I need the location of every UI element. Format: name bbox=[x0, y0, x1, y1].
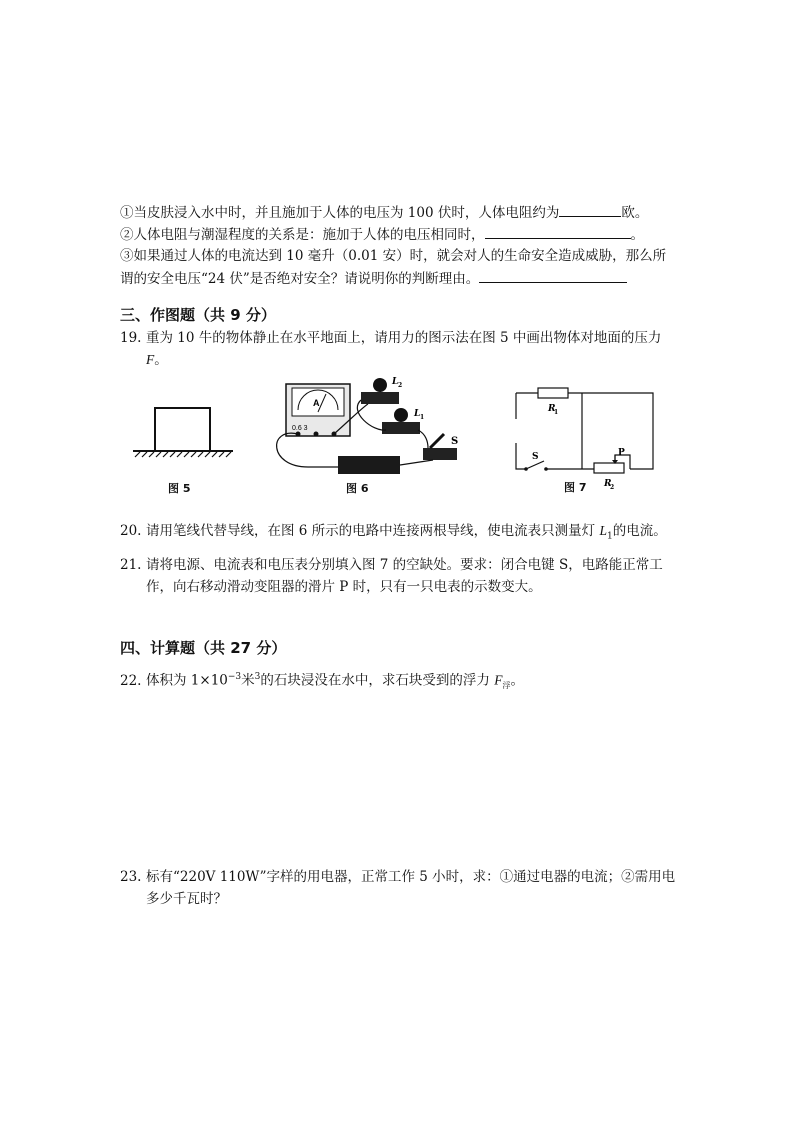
q18-line-1 bbox=[120, 202, 680, 223]
svg-text:R: R bbox=[548, 404, 556, 414]
section-3-heading: 三、作图题（共 9 分） bbox=[120, 306, 276, 324]
svg-text:2: 2 bbox=[398, 382, 403, 389]
q23-line-1: 标有“220V 110W”字样的用电器，正常工作 5 小时，求：①通过电器的电流；②需用电 bbox=[146, 869, 676, 885]
q21-line-2: 作，向右移动滑动变阻器的滑片 P 时，只有一只电表的示数变大。 bbox=[146, 579, 542, 595]
q19-tail: 。 bbox=[154, 352, 168, 368]
q18-line-4 bbox=[120, 268, 680, 289]
q22-unit: 米 bbox=[241, 672, 255, 689]
question-19 bbox=[120, 327, 680, 371]
q18-line-3: ③如果通过人体的电流达到 10 毫升（0.01 安）时，就会对人的生命安全造成威胁，那么所 bbox=[120, 248, 667, 264]
svg-text:L: L bbox=[392, 377, 399, 387]
answer-blank-2[interactable] bbox=[485, 224, 631, 239]
q18-item1-text: ①当皮肤浸入水中时，并且施加于人体的电压为 100 伏时，人体电阻约为 bbox=[120, 205, 560, 221]
battery bbox=[338, 456, 400, 474]
svg-text:P: P bbox=[618, 448, 625, 458]
svg-text:S: S bbox=[532, 452, 539, 462]
resistor-r1 bbox=[538, 388, 568, 398]
figure-7-caption: 图 7 bbox=[564, 481, 587, 494]
lamp-l1 bbox=[382, 408, 424, 434]
svg-text:1: 1 bbox=[420, 414, 425, 421]
q22-number: 22. bbox=[120, 672, 142, 689]
q23-number: 23. bbox=[120, 869, 142, 885]
question-20 bbox=[120, 520, 680, 548]
q20-number: 20. bbox=[120, 523, 142, 539]
svg-text:L: L bbox=[414, 409, 421, 419]
figure-5 bbox=[130, 398, 236, 498]
q20-lamp-var: L bbox=[599, 523, 607, 538]
q22-force-var: F bbox=[494, 672, 503, 688]
lamp-l2 bbox=[361, 377, 402, 404]
ground-hatching bbox=[135, 452, 231, 457]
q20-tail: 的电流。 bbox=[612, 523, 667, 539]
q20-text: 请用笔线代替导线，在图 6 所示的电路中连接两根导线，使电流表只测量灯 bbox=[146, 523, 600, 539]
switch-s7 bbox=[524, 452, 548, 471]
q22-force-sub: 浮 bbox=[502, 681, 511, 691]
figure-6 bbox=[268, 372, 468, 500]
figure-5-caption: 图 5 bbox=[168, 482, 191, 495]
q18-item2-text: ②人体电阻与潮湿程度的关系是：施加于人体的电压相同时， bbox=[120, 227, 485, 243]
q19-force-var: F bbox=[146, 352, 155, 367]
svg-text:S: S bbox=[451, 436, 459, 447]
q18-item3-text: 谓的安全电压“24 伏”是否绝对安全？请说明你的判断理由。 bbox=[120, 271, 480, 287]
q20-lamp-sub: 1 bbox=[606, 531, 613, 542]
block-object bbox=[155, 408, 210, 451]
q22-unit-exponent: 3 bbox=[254, 672, 261, 682]
question-23 bbox=[120, 866, 680, 910]
q21-number: 21. bbox=[120, 557, 142, 573]
q18-item2-tail: 。 bbox=[630, 227, 644, 243]
question-22 bbox=[120, 666, 680, 697]
section-4-heading: 四、计算题（共 27 分） bbox=[120, 639, 287, 657]
q21-line-1: 请将电源、电流表和电压表分别填入图 7 的空缺处。要求：闭合电键 S，电路能正常工 bbox=[146, 557, 663, 573]
figure-7 bbox=[508, 383, 658, 495]
rheostat-r2 bbox=[594, 448, 625, 491]
q18-item1-tail: 欧。 bbox=[621, 205, 649, 221]
q19-text: 重为 10 牛的物体静止在水平地面上，请用力的图示法在图 5 中画出物体对地面的压力 bbox=[146, 330, 662, 346]
q18-line-2 bbox=[120, 224, 680, 245]
svg-text:A: A bbox=[313, 398, 320, 408]
figure-6-caption: 图 6 bbox=[346, 482, 369, 495]
svg-text:0.6 3: 0.6 3 bbox=[292, 425, 308, 432]
svg-text:1: 1 bbox=[554, 409, 559, 416]
q23-line-2: 多少千瓦时？ bbox=[146, 891, 227, 907]
svg-text:2: 2 bbox=[610, 484, 615, 491]
q19-number: 19. bbox=[120, 330, 142, 346]
q22-text-b: 的石块浸没在水中，求石块受到的浮力 bbox=[260, 672, 495, 689]
q22-text-a: 体积为 1×10 bbox=[146, 672, 228, 689]
answer-blank-3[interactable] bbox=[479, 268, 627, 283]
q22-exponent: −3 bbox=[227, 672, 242, 682]
answer-blank-1[interactable] bbox=[559, 202, 621, 217]
question-21 bbox=[120, 554, 680, 598]
q22-tail: 。 bbox=[510, 672, 524, 689]
svg-text:R: R bbox=[604, 479, 612, 489]
